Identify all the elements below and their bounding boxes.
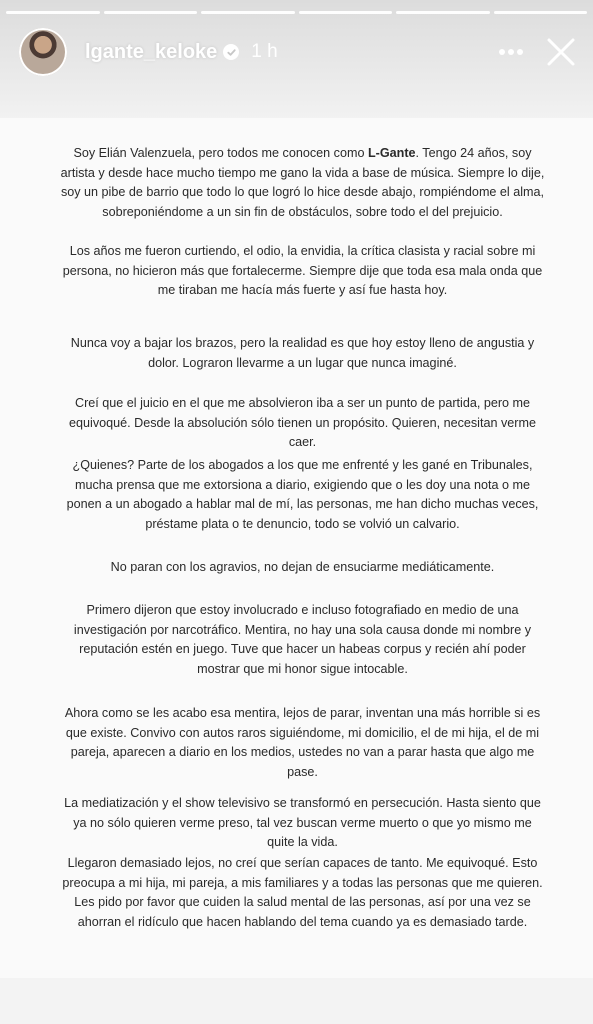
paragraph-3: Nunca voy a bajar los brazos, pero la realidad es que hoy estoy lleno de angustia y dolor. Lograron llevarme a un lugar que nunca imaginé.	[70, 336, 535, 370]
paragraph-1	[60, 144, 545, 242]
more-options-icon[interactable]	[493, 34, 529, 70]
paragraph-8: Ahora como se les acabo esa mentira, lejos de parar, inventan una más horrible si es que existe. Convivo con autos raros siguiéndome, mi domicilio, el de mi hija, el de mi pareja, aparecen a diario en los medios, ustedes no van a parar hasta que algo me pase.	[64, 706, 541, 779]
avatar[interactable]	[19, 28, 67, 76]
paragraph-9: La mediatización y el show televisivo se transformó en persecución. Hasta siento que ya no sólo quieren verme preso, tal vez buscan verme muerto o que yo mismo me quite la vida.	[64, 796, 541, 850]
progress-segment	[494, 11, 588, 14]
progress-segment	[299, 11, 393, 14]
progress-segment	[396, 11, 490, 14]
close-icon[interactable]	[543, 34, 579, 70]
story-image[interactable]	[0, 118, 593, 978]
story-footer	[0, 978, 593, 1024]
paragraph-4: Creí que el juicio en el que me absolvieron iba a ser un punto de partida, pero me equivoqué. Desde la absolución sólo tienen un propósito. Quieren, necesitan verme caer.	[69, 396, 536, 450]
paragraph-5: ¿Quienes? Parte de los abogados a los que me enfrenté y les gané en Tribunales, mucha prensa que me extorsiona a diario, exigiendo que o les doy una nota o me ponen a un abogado a hablar mal de mí, las personas, me han dicho muchas veces, préstame plata o te denuncio, todo se volvió un calvario.	[66, 458, 539, 531]
statement-text	[60, 144, 545, 932]
progress-segment	[104, 11, 198, 14]
paragraph-1-end: . Tengo 24 años, soy artista y desde hace mucho tiempo me gano la vida a base de música. Siempre lo dije, soy un pibe de barrio que todo lo que logró lo hice desde abajo, rompiéndome el alma, sobreponiéndome a un sin fin de obstáculos, sobre todo el del prejuicio.	[60, 146, 545, 219]
username[interactable]: lgante_keloke	[85, 40, 218, 63]
progress-segment	[201, 11, 295, 14]
story-progress-bar	[6, 11, 587, 14]
verified-badge-icon	[223, 44, 239, 60]
progress-segment	[6, 11, 100, 14]
paragraph-1-start: Soy Elián Valenzuela, pero todos me conocen como	[73, 146, 368, 160]
paragraph-10: Llegaron demasiado lejos, no creí que serían capaces de tanto. Me equivoqué. Esto preocupa a mi hija, mi pareja, a mis familiares y a todas las personas que me quieren. Les pido por favor que cuiden la salud mental de las personas, así por una vez se ahorran el ridículo que hacen hablando del tema cuando ya es demasiado tarde.	[62, 856, 543, 929]
paragraph-6: No paran con los agravios, no dejan de ensuciarme mediáticamente.	[110, 560, 495, 574]
story-header	[19, 26, 579, 78]
paragraph-2: Los años me fueron curtiendo, el odio, la envidia, la crítica clasista y racial sobre mi persona, no hicieron más que fortalecerme. Siempre dije que toda esa mala onda que me tiraban me hacía más fuerte y así fue hasta hoy.	[62, 244, 543, 298]
paragraph-7: Primero dijeron que estoy involucrado e incluso fotografiado en medio de una investigación por narcotráfico. Mentira, no hay una sola causa donde mi nombre y reputación estén en juego. Tuve que hacer un habeas corpus y recién ahí poder mostrar que mi honor sigue intocable.	[73, 603, 532, 676]
artist-name: L-Gante	[367, 146, 416, 160]
post-time: 1 h	[251, 41, 278, 62]
